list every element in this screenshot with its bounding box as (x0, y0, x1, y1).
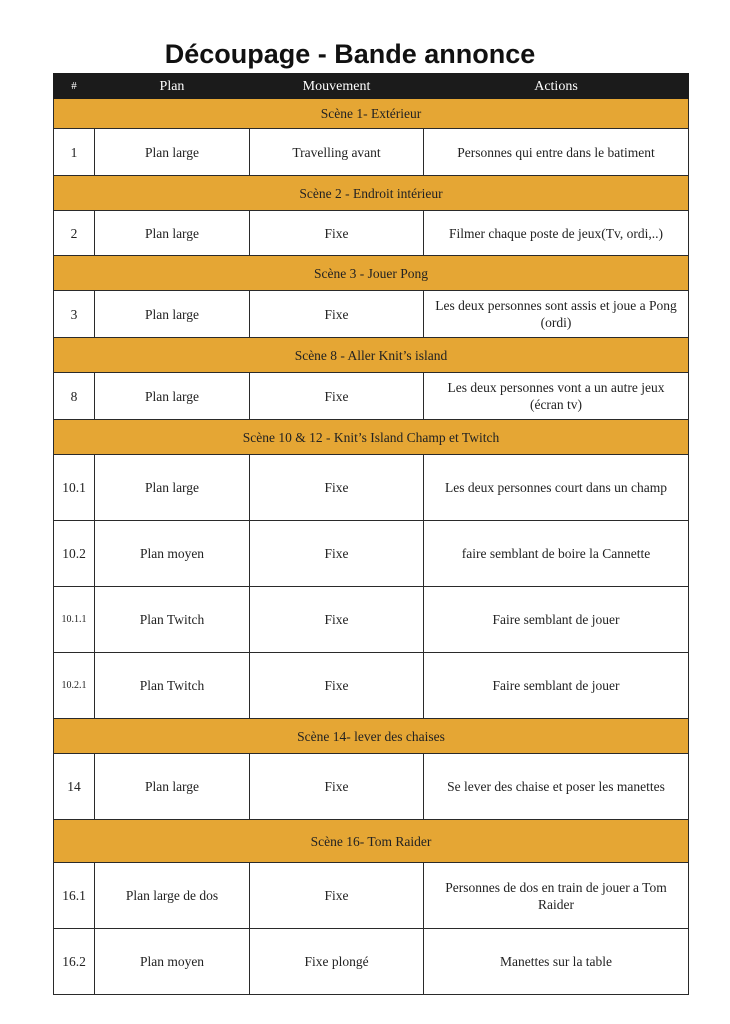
shot-row (54, 129, 689, 176)
shot-number: 10.2.1 (54, 653, 95, 719)
shot-actions: Manettes sur la table (424, 929, 689, 995)
shot-mouvement: Fixe (250, 754, 424, 820)
shot-plan: Plan moyen (95, 929, 250, 995)
shot-actions: Filmer chaque poste de jeux(Tv, ordi,..) (424, 211, 689, 256)
shot-actions: faire semblant de boire la Cannette (424, 521, 689, 587)
shot-plan: Plan large (95, 211, 250, 256)
shot-plan: Plan large (95, 129, 250, 176)
shot-number: 16.2 (54, 929, 95, 995)
shot-number: 8 (54, 373, 95, 420)
shot-row (54, 863, 689, 929)
shot-mouvement: Fixe (250, 291, 424, 338)
shot-mouvement: Fixe (250, 653, 424, 719)
shot-plan: Plan large (95, 373, 250, 420)
shot-row (54, 521, 689, 587)
shot-actions: Faire semblant de jouer (424, 653, 689, 719)
scene-row (54, 99, 689, 129)
scene-title: Scène 1- Extérieur (54, 99, 689, 129)
shot-number: 1 (54, 129, 95, 176)
header-mouvement: Mouvement (250, 74, 424, 99)
shot-actions: Personnes qui entre dans le batiment (424, 129, 689, 176)
scene-row (54, 820, 689, 863)
shot-actions: Les deux personnes vont a un autre jeux (écran tv) (424, 373, 689, 420)
scene-title: Scène 2 - Endroit intérieur (54, 176, 689, 211)
shot-number: 10.1 (54, 455, 95, 521)
header-plan: Plan (95, 74, 250, 99)
shot-actions: Faire semblant de jouer (424, 587, 689, 653)
shot-number: 10.2 (54, 521, 95, 587)
shot-row (54, 754, 689, 820)
scene-row (54, 338, 689, 373)
shot-plan: Plan Twitch (95, 653, 250, 719)
scene-row (54, 256, 689, 291)
shot-number: 2 (54, 211, 95, 256)
header-num: # (54, 74, 95, 99)
scene-row (54, 719, 689, 754)
shot-mouvement: Fixe plongé (250, 929, 424, 995)
shot-number: 10.1.1 (54, 587, 95, 653)
shot-row (54, 929, 689, 995)
shot-number: 16.1 (54, 863, 95, 929)
shot-plan: Plan moyen (95, 521, 250, 587)
shot-row (54, 653, 689, 719)
shot-mouvement: Fixe (250, 455, 424, 521)
shot-mouvement: Fixe (250, 587, 424, 653)
shot-plan: Plan large (95, 291, 250, 338)
shot-actions: Se lever des chaise et poser les manettes (424, 754, 689, 820)
shot-number: 3 (54, 291, 95, 338)
scene-title: Scène 14- lever des chaises (54, 719, 689, 754)
shot-row (54, 291, 689, 338)
scene-row (54, 176, 689, 211)
shot-table (53, 73, 689, 995)
shot-actions: Les deux personnes sont assis et joue a Pong (ordi) (424, 291, 689, 338)
shot-mouvement: Travelling avant (250, 129, 424, 176)
shot-plan: Plan large (95, 754, 250, 820)
shot-row (54, 587, 689, 653)
shot-mouvement: Fixe (250, 373, 424, 420)
scene-row (54, 420, 689, 455)
scene-title: Scène 3 - Jouer Pong (54, 256, 689, 291)
shot-mouvement: Fixe (250, 211, 424, 256)
shot-plan: Plan Twitch (95, 587, 250, 653)
shot-row (54, 211, 689, 256)
page-title: Découpage - Bande annonce (164, 39, 536, 69)
shot-plan: Plan large (95, 455, 250, 521)
scene-title: Scène 8 - Aller Knit’s island (54, 338, 689, 373)
shot-row (54, 455, 689, 521)
header-actions: Actions (424, 74, 689, 99)
shot-actions: Personnes de dos en train de jouer a Tom Raider (424, 863, 689, 929)
shot-number: 14 (54, 754, 95, 820)
shot-mouvement: Fixe (250, 521, 424, 587)
scene-title: Scène 16- Tom Raider (54, 820, 689, 863)
shot-actions: Les deux personnes court dans un champ (424, 455, 689, 521)
header-row (54, 74, 689, 99)
shot-mouvement: Fixe (250, 863, 424, 929)
shot-plan: Plan large de dos (95, 863, 250, 929)
shot-row (54, 373, 689, 420)
scene-title: Scène 10 & 12 - Knit’s Island Champ et Twitch (54, 420, 689, 455)
